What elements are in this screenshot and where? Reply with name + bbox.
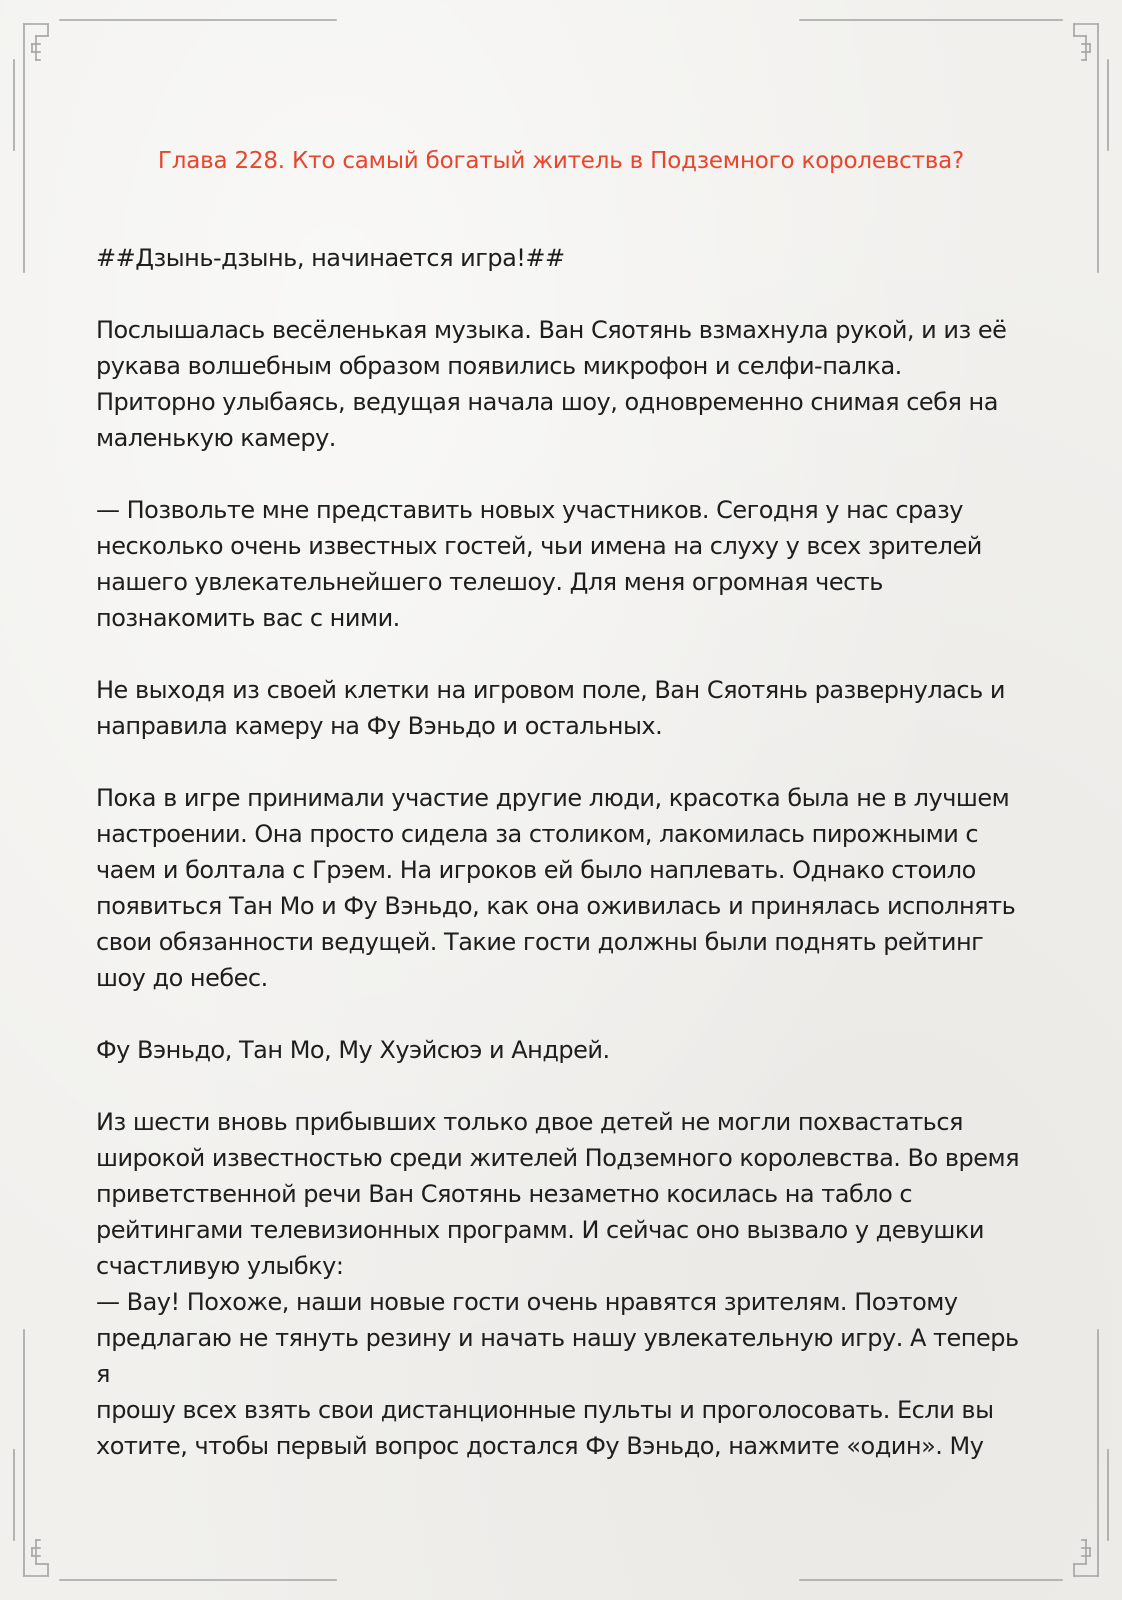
paragraph: — Позвольте мне представить новых участников. Сегодня у нас сразу несколько очень известных гостей, чьи имена на слуху у всех зрителей нашего увлекательнейшего телешоу. Для меня огромная честь познакомить вас с ними.	[96, 496, 982, 632]
paragraph: — Вау! Похоже, наши новые гости очень нравятся зрителям. Поэтому предлагаю не тянуть резину и начать нашу увлекательную игру. А теперь я прошу всех взять свои дистанционные пульты и проголосовать. Если вы хотите, чтобы первый вопрос достался Фу Вэньдо, нажмите «один». Му	[96, 1288, 1019, 1460]
paragraph: Послышалась весёленькая музыка. Ван Сяотянь взмахнула рукой, и из её рукава волшебным образом появились микрофон и селфи-палка. Приторно улыбаясь, ведущая начала шоу, одновременно снимая себя на маленькую камеру.	[96, 316, 1007, 452]
paragraph: Фу Вэньдо, Тан Мо, Му Хуэйсюэ и Андрей.	[96, 1036, 610, 1064]
paragraph: Из шести вновь прибывших только двое детей не могли похвастаться широкой известностью среди жителей Подземного королевства. Во время приветственной речи Ван Сяотянь незаметно косилась на табло с рейтингами телевизионных программ. И сейчас оно вызвало у девушки счастливую улыбку:	[96, 1108, 1020, 1280]
paragraph: Не выходя из своей клетки на игровом поле, Ван Сяотянь развернулась и направила камеру на Фу Вэньдо и остальных.	[96, 676, 1005, 740]
chapter-body	[96, 240, 1036, 1500]
paragraph: ##Дзынь-дзынь, начинается игра!##	[96, 244, 565, 272]
chapter-title: Глава 228. Кто самый богатый житель в Подземного королевства?	[157, 148, 965, 174]
paragraph: Пока в игре принимали участие другие люди, красотка была не в лучшем настроении. Она просто сидела за столиком, лакомилась пирожными с чаем и болтала с Грэем. На игроков ей было наплевать. Однако стоило появиться Тан Мо и Фу Вэньдо, как она оживилась и принялась исполнять свои обязанности ведущей. Такие гости должны были поднять рейтинг шоу до небес.	[96, 784, 1016, 992]
